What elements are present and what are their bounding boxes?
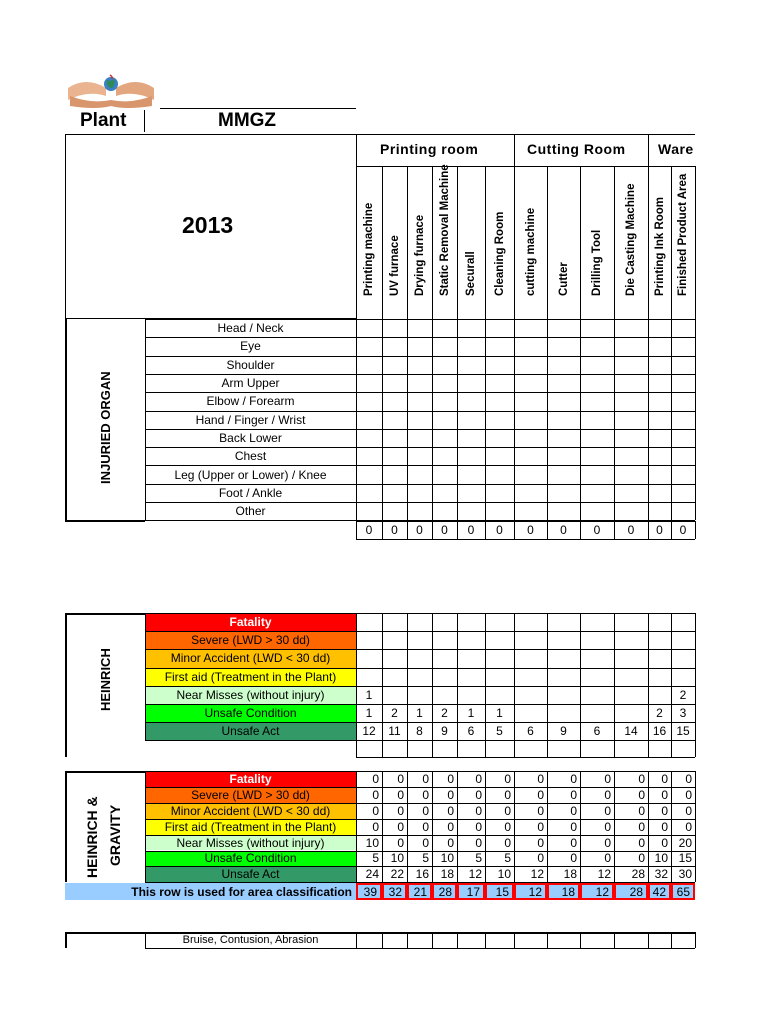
severity-value-cell: 0 bbox=[604, 819, 611, 834]
injured-organ-total: 0 bbox=[365, 523, 373, 537]
severity-value-cell bbox=[648, 613, 671, 631]
severity-value-cell: 2 bbox=[441, 706, 448, 721]
severity-value-cell: 0 bbox=[685, 771, 692, 786]
severity-value-cell bbox=[614, 668, 648, 686]
injury-type-row-label: Bruise, Contusion, Abrasion bbox=[182, 934, 319, 946]
severity-value-cell: 10 bbox=[654, 851, 668, 866]
area-classification-value: 42 bbox=[648, 883, 671, 900]
severity-value-cell bbox=[432, 649, 457, 667]
injured-organ-row-label: Head / Neck bbox=[217, 321, 284, 336]
severity-value-cell: 0 bbox=[537, 803, 544, 818]
severity-value-cell: 12 bbox=[530, 867, 544, 882]
severity-value-cell: 0 bbox=[447, 771, 454, 786]
severity-value-cell bbox=[514, 686, 547, 704]
injured-organ-row-label: Elbow / Forearm bbox=[206, 394, 295, 409]
severity-value-cell bbox=[547, 686, 580, 704]
severity-row-label: Severe (LWD > 30 dd) bbox=[145, 787, 356, 803]
area-classification-value: 17 bbox=[457, 883, 485, 900]
column-header-label: Static Removal Machine bbox=[438, 164, 451, 296]
severity-value-cell: 0 bbox=[570, 835, 577, 850]
severity-value-cell: 6 bbox=[527, 724, 534, 739]
severity-value-cell: 15 bbox=[678, 851, 692, 866]
heinrich-gravity-title-line1: HEINRICH & bbox=[84, 796, 100, 878]
severity-value-cell: 0 bbox=[537, 835, 544, 850]
column-header-label: Die Casting Machine bbox=[625, 183, 637, 296]
severity-value-cell: 5 bbox=[504, 851, 511, 866]
severity-value-cell: 0 bbox=[475, 787, 482, 802]
severity-value-cell bbox=[648, 649, 671, 667]
severity-value-cell bbox=[407, 649, 432, 667]
severity-value-cell: 0 bbox=[661, 787, 668, 802]
severity-value-cell bbox=[580, 686, 614, 704]
severity-value-cell: 0 bbox=[372, 819, 379, 834]
column-header-label: Drilling Tool bbox=[591, 229, 603, 296]
severity-value-cell: 0 bbox=[397, 835, 404, 850]
severity-value-cell bbox=[547, 631, 580, 649]
severity-value-cell bbox=[514, 649, 547, 667]
severity-value-cell: 0 bbox=[447, 835, 454, 850]
severity-value-cell: 0 bbox=[638, 851, 645, 866]
severity-value-cell bbox=[356, 613, 382, 631]
severity-value-cell: 2 bbox=[391, 706, 398, 721]
severity-value-cell bbox=[432, 668, 457, 686]
severity-value-cell: 12 bbox=[597, 867, 611, 882]
severity-value-cell: 15 bbox=[676, 724, 690, 739]
severity-row-label: Unsafe Act bbox=[145, 722, 356, 740]
severity-value-cell bbox=[614, 686, 648, 704]
severity-value-cell: 12 bbox=[362, 724, 376, 739]
injured-organ-title: INJURIED ORGAN bbox=[98, 371, 113, 484]
injured-organ-row-label: Shoulder bbox=[226, 357, 275, 372]
injured-organ-total: 0 bbox=[391, 523, 398, 537]
severity-value-cell: 0 bbox=[570, 803, 577, 818]
severity-value-cell bbox=[614, 631, 648, 649]
injured-organ-row-label: Arm Upper bbox=[221, 376, 280, 391]
severity-value-cell bbox=[671, 649, 695, 667]
severity-value-cell bbox=[547, 649, 580, 667]
injured-organ-total: 0 bbox=[441, 523, 448, 537]
severity-value-cell: 5 bbox=[422, 851, 429, 866]
injured-organ-row-label: Foot / Ankle bbox=[218, 485, 283, 500]
severity-value-cell: 0 bbox=[570, 787, 577, 802]
severity-value-cell bbox=[382, 649, 407, 667]
severity-value-cell: 0 bbox=[661, 771, 668, 786]
severity-value-cell: 9 bbox=[441, 724, 448, 739]
heinrich-title: HEINRICH bbox=[98, 648, 113, 711]
severity-value-cell: 1 bbox=[467, 706, 475, 721]
column-header-label: Printing Ink Room bbox=[653, 196, 666, 296]
severity-value-cell bbox=[382, 613, 407, 631]
severity-value-cell: 12 bbox=[468, 867, 482, 882]
severity-value-cell bbox=[407, 613, 432, 631]
severity-value-cell: 0 bbox=[475, 803, 482, 818]
severity-value-cell: 0 bbox=[537, 819, 544, 834]
severity-value-cell: 2 bbox=[679, 687, 687, 702]
severity-value-cell: 0 bbox=[447, 819, 454, 834]
severity-value-cell: 0 bbox=[685, 819, 692, 834]
severity-value-cell: 11 bbox=[388, 724, 401, 739]
severity-value-cell bbox=[432, 631, 457, 649]
severity-value-cell: 0 bbox=[638, 803, 645, 818]
plant-value: MMGZ bbox=[218, 110, 277, 131]
severity-value-cell bbox=[648, 668, 671, 686]
severity-value-cell bbox=[356, 649, 382, 667]
severity-row-label: Unsafe Act bbox=[145, 866, 356, 882]
injured-organ-total: 0 bbox=[627, 523, 635, 537]
severity-value-cell: 0 bbox=[372, 787, 379, 802]
area-classification-value: 18 bbox=[547, 883, 580, 900]
severity-value-cell: 10 bbox=[497, 867, 511, 882]
severity-value-cell: 0 bbox=[422, 771, 429, 786]
severity-value-cell bbox=[614, 613, 648, 631]
severity-value-cell: 24 bbox=[365, 867, 379, 882]
severity-value-cell: 0 bbox=[504, 835, 511, 850]
severity-value-cell bbox=[614, 704, 648, 722]
severity-row-label: Near Misses (without injury) bbox=[145, 835, 356, 851]
severity-value-cell: 10 bbox=[390, 851, 404, 866]
heinrich-gravity-title-line2: GRAVITY bbox=[107, 804, 123, 866]
area-classification-value: 32 bbox=[382, 883, 407, 900]
severity-value-cell bbox=[514, 613, 547, 631]
column-header-label: Cleaning Room bbox=[493, 211, 506, 296]
severity-value-cell: 0 bbox=[397, 819, 404, 834]
severity-row-label: Fatality bbox=[145, 771, 356, 787]
plant-label: Plant bbox=[80, 110, 127, 131]
severity-value-cell: 0 bbox=[475, 771, 482, 786]
severity-value-cell bbox=[648, 631, 671, 649]
severity-row-label: Minor Accident (LWD < 30 dd) bbox=[145, 803, 356, 819]
severity-row-label: Unsafe Condition bbox=[145, 704, 356, 722]
severity-value-cell bbox=[547, 613, 580, 631]
severity-value-cell bbox=[356, 668, 382, 686]
area-classification-value: 65 bbox=[671, 883, 695, 900]
severity-value-cell: 10 bbox=[365, 835, 379, 850]
severity-value-cell bbox=[580, 631, 614, 649]
severity-value-cell: 1 bbox=[496, 706, 503, 721]
injured-organ-total: 0 bbox=[656, 523, 663, 537]
severity-value-cell bbox=[580, 613, 614, 631]
severity-value-cell bbox=[514, 704, 547, 722]
severity-value-cell bbox=[457, 668, 485, 686]
area-classification-label: This row is used for area classification bbox=[65, 883, 356, 900]
severity-row-label: Near Misses (without injury) bbox=[145, 686, 356, 704]
column-header-label: Securall bbox=[465, 251, 477, 296]
severity-value-cell: 0 bbox=[638, 787, 645, 802]
severity-value-cell bbox=[382, 631, 407, 649]
column-header-label: Finished Product Area bbox=[677, 173, 689, 296]
severity-row-label: Minor Accident (LWD < 30 dd) bbox=[145, 649, 356, 667]
severity-value-cell bbox=[407, 631, 432, 649]
severity-value-cell: 0 bbox=[661, 819, 668, 834]
severity-value-cell: 6 bbox=[593, 724, 601, 739]
year-label: 2013 bbox=[182, 212, 234, 238]
severity-value-cell bbox=[547, 668, 580, 686]
severity-row-label: Unsafe Condition bbox=[145, 851, 356, 867]
column-header-label: Cutter bbox=[557, 262, 570, 296]
severity-value-cell bbox=[407, 686, 432, 704]
severity-value-cell: 0 bbox=[570, 771, 577, 786]
severity-value-cell: 18 bbox=[563, 867, 577, 882]
severity-value-cell: 0 bbox=[638, 835, 645, 850]
severity-value-cell: 0 bbox=[570, 851, 577, 866]
severity-value-cell: 9 bbox=[560, 724, 567, 739]
severity-value-cell: 0 bbox=[537, 787, 544, 802]
severity-value-cell: 0 bbox=[537, 851, 544, 866]
severity-row-label: First aid (Treatment in the Plant) bbox=[145, 819, 356, 835]
severity-value-cell bbox=[457, 631, 485, 649]
severity-value-cell bbox=[485, 649, 514, 667]
severity-value-cell: 5 bbox=[372, 851, 379, 866]
severity-value-cell: 0 bbox=[604, 803, 611, 818]
severity-value-cell: 32 bbox=[654, 867, 668, 882]
severity-row-label: Severe (LWD > 30 dd) bbox=[145, 631, 356, 649]
severity-value-cell: 0 bbox=[422, 835, 429, 850]
severity-value-cell: 16 bbox=[415, 867, 429, 882]
injured-organ-total: 0 bbox=[560, 523, 567, 537]
group-cutting-room: Cutting Room bbox=[527, 141, 626, 157]
severity-value-cell: 0 bbox=[685, 803, 692, 818]
area-classification-value: 39 bbox=[356, 883, 382, 900]
injured-organ-row-label: Back Lower bbox=[219, 430, 282, 445]
severity-value-cell: 0 bbox=[447, 787, 454, 802]
severity-value-cell bbox=[514, 631, 547, 649]
area-classification-value: 15 bbox=[485, 883, 514, 900]
injured-organ-row-label: Eye bbox=[240, 339, 261, 354]
injured-organ-total: 0 bbox=[467, 523, 475, 537]
severity-value-cell: 14 bbox=[624, 724, 638, 739]
severity-value-cell bbox=[580, 668, 614, 686]
severity-value-cell: 0 bbox=[638, 771, 645, 786]
injured-organ-row-label: Hand / Finger / Wrist bbox=[195, 412, 306, 427]
severity-value-cell: 0 bbox=[447, 803, 454, 818]
area-classification-value: 28 bbox=[614, 883, 648, 900]
severity-value-cell: 30 bbox=[678, 867, 692, 882]
severity-value-cell: 6 bbox=[467, 724, 475, 739]
severity-value-cell: 10 bbox=[440, 851, 454, 866]
injured-organ-row-label: Other bbox=[235, 504, 266, 519]
severity-value-cell: 5 bbox=[496, 724, 503, 739]
area-classification-value: 12 bbox=[514, 883, 547, 900]
severity-value-cell bbox=[547, 704, 580, 722]
severity-value-cell: 0 bbox=[661, 835, 668, 850]
severity-value-cell: 0 bbox=[604, 771, 611, 786]
severity-value-cell: 1 bbox=[365, 706, 373, 721]
severity-value-cell bbox=[671, 613, 695, 631]
severity-value-cell: 16 bbox=[652, 724, 667, 739]
injured-organ-total: 0 bbox=[593, 523, 601, 537]
area-classification-value: 12 bbox=[580, 883, 614, 900]
column-header-label: Printing machine bbox=[363, 202, 375, 296]
severity-value-cell bbox=[514, 668, 547, 686]
severity-value-cell bbox=[580, 704, 614, 722]
severity-value-cell: 8 bbox=[416, 724, 423, 739]
severity-value-cell: 0 bbox=[475, 835, 482, 850]
area-classification-value: 28 bbox=[432, 883, 457, 900]
severity-value-cell bbox=[614, 649, 648, 667]
severity-value-cell: 0 bbox=[372, 803, 379, 818]
severity-value-cell bbox=[671, 668, 695, 686]
column-header-label: Drying furnace bbox=[413, 214, 426, 296]
column-header-label: cutting machine bbox=[524, 207, 537, 296]
severity-value-cell: 0 bbox=[422, 787, 429, 802]
severity-value-cell: 0 bbox=[604, 835, 611, 850]
severity-value-cell bbox=[432, 686, 457, 704]
severity-value-cell: 2 bbox=[656, 706, 663, 721]
severity-value-cell bbox=[648, 686, 671, 704]
severity-value-cell: 0 bbox=[537, 771, 544, 786]
severity-value-cell bbox=[382, 668, 407, 686]
severity-value-cell bbox=[485, 686, 514, 704]
severity-value-cell: 0 bbox=[570, 819, 577, 834]
severity-value-cell: 1 bbox=[416, 706, 423, 721]
area-classification-value: 21 bbox=[407, 883, 432, 900]
severity-value-cell: 20 bbox=[678, 835, 692, 850]
severity-value-cell: 0 bbox=[504, 803, 511, 818]
injured-organ-total: 0 bbox=[496, 523, 503, 537]
severity-value-cell: 0 bbox=[604, 787, 611, 802]
injured-organ-row-label: Leg (Upper or Lower) / Knee bbox=[174, 467, 327, 482]
severity-value-cell: 0 bbox=[661, 803, 668, 818]
severity-value-cell bbox=[485, 668, 514, 686]
severity-value-cell: 0 bbox=[422, 819, 429, 834]
severity-value-cell bbox=[485, 631, 514, 649]
severity-value-cell: 1 bbox=[365, 687, 373, 702]
injured-organ-total: 0 bbox=[679, 523, 687, 537]
severity-value-cell: 0 bbox=[397, 803, 404, 818]
severity-value-cell bbox=[382, 686, 407, 704]
severity-value-cell: 22 bbox=[390, 867, 404, 882]
severity-value-cell: 0 bbox=[397, 787, 404, 802]
severity-value-cell bbox=[671, 631, 695, 649]
severity-row-label: Fatality bbox=[145, 613, 356, 631]
severity-value-cell bbox=[580, 649, 614, 667]
severity-value-cell bbox=[485, 613, 514, 631]
severity-value-cell: 0 bbox=[475, 819, 482, 834]
severity-value-cell: 0 bbox=[504, 819, 511, 834]
severity-value-cell bbox=[457, 686, 485, 704]
severity-value-cell bbox=[457, 613, 485, 631]
severity-value-cell: 0 bbox=[504, 771, 511, 786]
column-header-label: UV furnace bbox=[388, 235, 401, 296]
hands-holding-globe-icon bbox=[66, 66, 156, 108]
severity-value-cell: 0 bbox=[372, 771, 379, 786]
severity-value-cell: 0 bbox=[685, 787, 692, 802]
injured-organ-total: 0 bbox=[416, 523, 423, 537]
severity-value-cell: 0 bbox=[638, 819, 645, 834]
injured-organ-total: 0 bbox=[527, 523, 534, 537]
severity-value-cell: 0 bbox=[604, 851, 611, 866]
severity-value-cell bbox=[356, 631, 382, 649]
injured-organ-row-label: Chest bbox=[234, 449, 267, 464]
severity-value-cell: 0 bbox=[397, 771, 404, 786]
severity-value-cell: 0 bbox=[504, 787, 511, 802]
group-warehouse: Ware bbox=[658, 141, 694, 157]
severity-value-cell: 18 bbox=[440, 867, 454, 882]
group-printing-room: Printing room bbox=[380, 141, 479, 157]
severity-value-cell: 28 bbox=[631, 867, 645, 882]
severity-value-cell bbox=[432, 613, 457, 631]
severity-row-label: First aid (Treatment in the Plant) bbox=[145, 668, 356, 686]
severity-value-cell bbox=[457, 649, 485, 667]
severity-value-cell bbox=[407, 668, 432, 686]
severity-value-cell: 3 bbox=[679, 706, 687, 721]
severity-value-cell: 0 bbox=[422, 803, 429, 818]
severity-value-cell: 5 bbox=[475, 851, 482, 866]
